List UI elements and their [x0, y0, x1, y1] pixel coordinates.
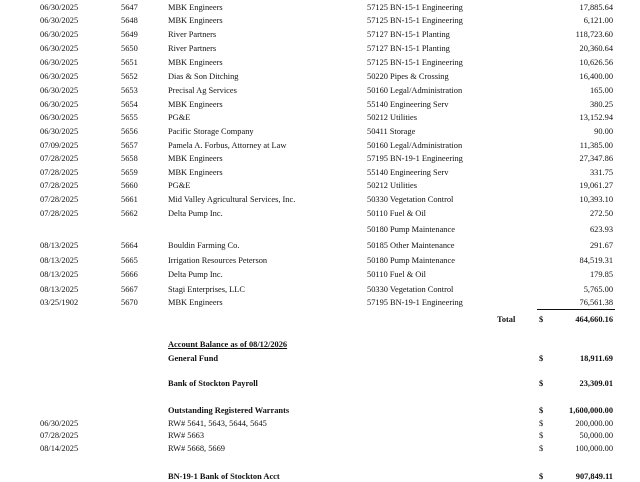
account-cell: 57125 BN-15-1 Engineering — [367, 3, 463, 12]
table-row — [0, 2, 640, 13]
date-cell: 06/30/2025 — [40, 86, 79, 95]
date-cell: 07/28/2025 — [40, 168, 79, 177]
account-cell: 50220 Pipes & Crossing — [367, 72, 449, 81]
date-cell: 07/28/2025 — [40, 154, 79, 163]
payroll-row — [0, 378, 640, 389]
amount-cell: 272.50 — [589, 209, 613, 218]
table-row — [0, 29, 640, 40]
payee-cell: Irrigation Resources Peterson — [168, 256, 268, 265]
account-cell: 50110 Fuel & Oil — [367, 209, 427, 218]
account-cell: 55140 Engineering Serv — [367, 168, 449, 177]
account-cell: 57127 BN-15-1 Planting — [367, 30, 450, 39]
amount-cell: 331.75 — [589, 168, 613, 177]
total-amount: 464,660.16 — [575, 315, 613, 324]
amount-cell: 27,347.86 — [579, 154, 613, 163]
payee-cell: Pamela A. Forbus, Attorney at Law — [168, 141, 287, 150]
date-cell: 06/30/2025 — [40, 100, 79, 109]
table-row — [0, 284, 640, 295]
payee-cell: MBK Engineers — [168, 58, 223, 67]
check-number-cell: 5652 — [121, 72, 138, 81]
amount-cell: 291.67 — [589, 241, 613, 250]
table-row — [0, 153, 640, 164]
table-row — [0, 85, 640, 96]
account-cell: 50185 Other Maintenance — [367, 241, 455, 250]
date-cell: 08/13/2025 — [40, 285, 79, 294]
date-cell: 06/30/2025 — [40, 127, 79, 136]
amount-cell: 90.00 — [594, 127, 613, 136]
table-row — [0, 99, 640, 110]
account-cell: 50160 Legal/Administration — [367, 86, 463, 95]
table-row — [0, 269, 640, 280]
bn-account-currency: $ — [539, 472, 544, 481]
payee-cell: MBK Engineers — [168, 100, 223, 109]
payee-cell: Delta Pump Inc. — [168, 270, 223, 279]
table-row — [0, 15, 640, 26]
total-rule — [537, 309, 615, 310]
amount-cell: 5,765.00 — [583, 285, 613, 294]
amount-cell: 165.00 — [589, 86, 613, 95]
payee-cell: River Partners — [168, 44, 217, 53]
account-cell: 50212 Utilities — [367, 181, 418, 190]
date-cell: 07/09/2025 — [40, 141, 79, 150]
warrant-date: 08/14/2025 — [40, 444, 79, 453]
payee-cell: PG&E — [168, 181, 191, 190]
check-number-cell: 5666 — [121, 270, 138, 279]
table-row — [0, 140, 640, 151]
account-cell: 57125 BN-15-1 Engineering — [367, 16, 463, 25]
balance-heading-row — [0, 339, 640, 350]
date-cell: 03/25/1902 — [40, 298, 79, 307]
check-number-cell: 5660 — [121, 181, 138, 190]
date-cell: 08/13/2025 — [40, 241, 79, 250]
warrant-item-row — [0, 430, 640, 441]
date-cell: 07/28/2025 — [40, 195, 79, 204]
check-number-cell: 5661 — [121, 195, 138, 204]
account-cell: 55140 Engineering Serv — [367, 100, 449, 109]
check-number-cell: 5655 — [121, 113, 138, 122]
account-cell: 50180 Pump Maintenance — [367, 256, 455, 265]
payee-cell: MBK Engineers — [168, 16, 223, 25]
table-row — [0, 297, 640, 308]
warrant-currency: $ — [539, 419, 544, 428]
amount-cell: 16,400.00 — [579, 72, 613, 81]
check-number-cell: 5650 — [121, 44, 138, 53]
warrant-currency: $ — [539, 431, 544, 440]
warrant-item-row — [0, 443, 640, 454]
warrant-amount: 50,000.00 — [579, 431, 613, 440]
payee-cell: MBK Engineers — [168, 168, 223, 177]
date-cell: 08/13/2025 — [40, 256, 79, 265]
total-row — [0, 314, 640, 325]
warrants-amount: 1,600,000.00 — [569, 406, 613, 415]
bn-account-label: BN-19-1 Bank of Stockton Acct — [168, 472, 280, 481]
date-cell: 08/13/2025 — [40, 270, 79, 279]
check-number-cell: 5662 — [121, 209, 138, 218]
account-cell: 50411 Storage — [367, 127, 416, 136]
table-row — [0, 57, 640, 68]
check-number-cell: 5665 — [121, 256, 138, 265]
warrant-currency: $ — [539, 444, 544, 453]
warrants-label: Outstanding Registered Warrants — [168, 406, 290, 415]
account-cell: 50160 Legal/Administration — [367, 141, 463, 150]
warrant-desc: RW# 5641, 5643, 5644, 5645 — [168, 419, 267, 428]
account-cell: 57125 BN-15-1 Engineering — [367, 58, 463, 67]
account-cell: 50212 Utilities — [367, 113, 418, 122]
amount-cell: 118,723.60 — [575, 30, 613, 39]
payee-cell: Bouldin Farming Co. — [168, 241, 240, 250]
total-currency: $ — [539, 315, 544, 324]
warrant-desc: RW# 5663 — [168, 431, 205, 440]
account-cell: 50110 Fuel & Oil — [367, 270, 427, 279]
amount-cell: 76,561.38 — [579, 298, 613, 307]
amount-cell: 623.93 — [589, 225, 613, 234]
amount-cell: 11,385.00 — [579, 141, 613, 150]
check-number-cell: 5658 — [121, 154, 138, 163]
warrant-amount: 100,000.00 — [575, 444, 613, 453]
payee-cell: Pacific Storage Company — [168, 127, 254, 136]
date-cell: 06/30/2025 — [40, 16, 79, 25]
payee-cell: Dias & Son Ditching — [168, 72, 239, 81]
payee-cell: MBK Engineers — [168, 3, 223, 12]
amount-cell: 20,360.64 — [579, 44, 613, 53]
check-number-cell: 5648 — [121, 16, 138, 25]
check-number-cell: 5657 — [121, 141, 138, 150]
date-cell: 07/28/2025 — [40, 209, 79, 218]
date-cell: 06/30/2025 — [40, 30, 79, 39]
amount-cell: 13,152.94 — [579, 113, 613, 122]
table-row — [0, 194, 640, 205]
amount-cell: 19,061.27 — [579, 181, 613, 190]
payee-cell: Precisal Ag Services — [168, 86, 237, 95]
general-fund-row — [0, 353, 640, 364]
bn-account-amount: 907,849.11 — [575, 472, 613, 481]
general-fund-label: General Fund — [168, 354, 219, 363]
warrants-currency: $ — [539, 406, 544, 415]
payee-cell: River Partners — [168, 30, 217, 39]
total-label: Total — [497, 315, 516, 324]
payee-cell: Stagi Enterprises, LLC — [168, 285, 245, 294]
amount-cell: 17,885.64 — [579, 3, 613, 12]
account-cell: 50330 Vegetation Control — [367, 195, 454, 204]
table-row — [0, 224, 640, 235]
account-cell: 57127 BN-15-1 Planting — [367, 44, 450, 53]
table-row — [0, 126, 640, 137]
amount-cell: 6,121.00 — [583, 16, 613, 25]
warrant-date: 06/30/2025 — [40, 419, 79, 428]
check-number-cell: 5649 — [121, 30, 138, 39]
payee-cell: Mid Valley Agricultural Services, Inc. — [168, 195, 296, 204]
amount-cell: 10,393.10 — [579, 195, 613, 204]
payroll-amount: 23,309.01 — [579, 379, 613, 388]
check-number-cell: 5653 — [121, 86, 138, 95]
balance-heading: Account Balance as of 08/12/2026 — [168, 340, 288, 349]
table-row — [0, 240, 640, 251]
amount-cell: 10,626.56 — [579, 58, 613, 67]
payee-cell: Delta Pump Inc. — [168, 209, 223, 218]
check-number-cell: 5664 — [121, 241, 138, 250]
payee-cell: MBK Engineers — [168, 298, 223, 307]
general-fund-amount: 18,911.69 — [579, 354, 613, 363]
amount-cell: 179.85 — [589, 270, 613, 279]
check-number-cell: 5670 — [121, 298, 138, 307]
date-cell: 06/30/2025 — [40, 3, 79, 12]
payroll-label: Bank of Stockton Payroll — [168, 379, 258, 388]
check-number-cell: 5656 — [121, 127, 138, 136]
warrant-date: 07/28/2025 — [40, 431, 79, 440]
table-row — [0, 43, 640, 54]
warrants-row — [0, 405, 640, 416]
warrant-amount: 200,000.00 — [575, 419, 613, 428]
date-cell: 06/30/2025 — [40, 113, 79, 122]
payroll-currency: $ — [539, 379, 544, 388]
check-number-cell: 5654 — [121, 100, 138, 109]
table-row — [0, 180, 640, 191]
table-row — [0, 71, 640, 82]
warrant-item-row — [0, 418, 640, 429]
date-cell: 06/30/2025 — [40, 44, 79, 53]
general-fund-currency: $ — [539, 354, 544, 363]
amount-cell: 84,519.31 — [579, 256, 613, 265]
bn-account-row — [0, 471, 640, 482]
table-row — [0, 208, 640, 219]
warrant-desc: RW# 5668, 5669 — [168, 444, 225, 453]
account-cell: 57195 BN-19-1 Engineering — [367, 154, 463, 163]
table-row — [0, 167, 640, 178]
account-cell: 57195 BN-19-1 Engineering — [367, 298, 463, 307]
check-number-cell: 5667 — [121, 285, 138, 294]
table-row — [0, 112, 640, 123]
check-number-cell: 5647 — [121, 3, 138, 12]
account-cell: 50330 Vegetation Control — [367, 285, 454, 294]
table-row — [0, 255, 640, 266]
payee-cell: MBK Engineers — [168, 154, 223, 163]
amount-cell: 380.25 — [589, 100, 613, 109]
payee-cell: PG&E — [168, 113, 191, 122]
check-number-cell: 5651 — [121, 58, 138, 67]
date-cell: 06/30/2025 — [40, 58, 79, 67]
date-cell: 06/30/2025 — [40, 72, 79, 81]
check-number-cell: 5659 — [121, 168, 138, 177]
account-cell: 50180 Pump Maintenance — [367, 225, 455, 234]
date-cell: 07/28/2025 — [40, 181, 79, 190]
